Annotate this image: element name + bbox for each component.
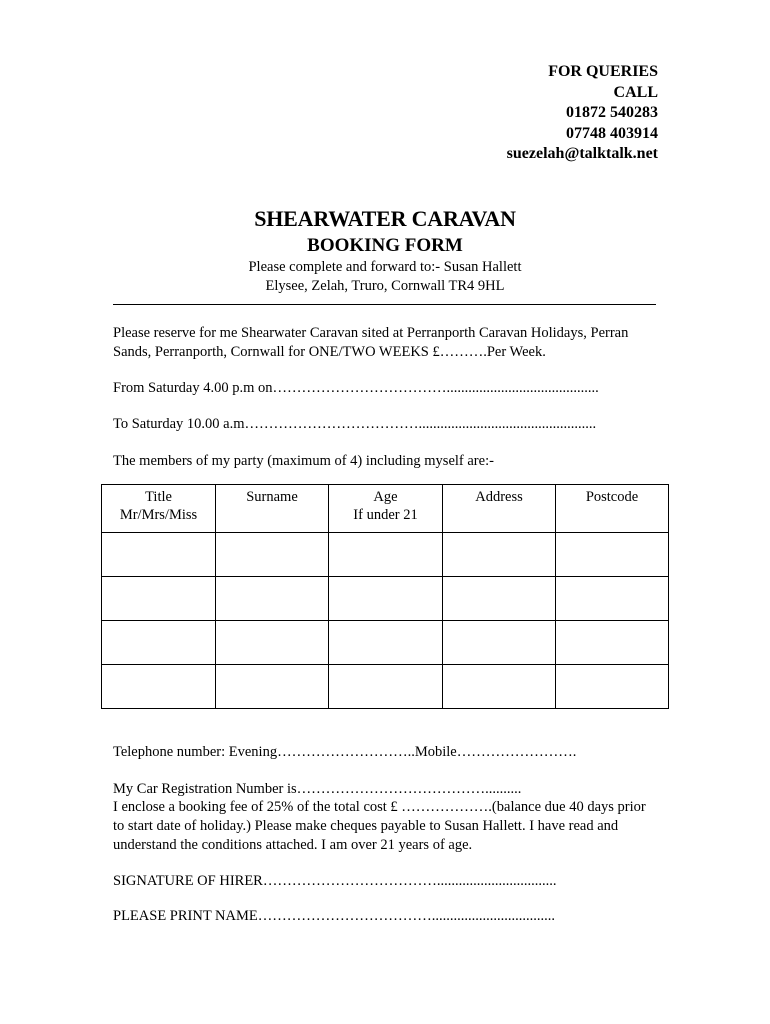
contact-phone-2: 07748 403914 (566, 124, 658, 142)
telephone-field[interactable]: Telephone number: Evening………………………..Mobile……………………. (113, 744, 577, 760)
signature-field[interactable]: SIGNATURE OF HIRER………………………………................................. (113, 873, 557, 889)
title-cell[interactable] (102, 665, 216, 709)
postcode-cell[interactable] (556, 533, 669, 577)
header-address-label: Address (475, 489, 523, 505)
header-postcode (556, 485, 669, 533)
forward-to-line: Please complete and forward to:- Susan Hallett (248, 259, 522, 275)
address-cell[interactable] (443, 621, 556, 665)
document-subtitle: BOOKING FORM (307, 235, 463, 256)
postcode-cell[interactable] (556, 577, 669, 621)
header-age (329, 485, 443, 533)
title-cell[interactable] (102, 621, 216, 665)
surname-cell[interactable] (216, 577, 329, 621)
age-cell[interactable] (329, 533, 443, 577)
table-row (102, 665, 669, 709)
header-postcode-label: Postcode (585, 489, 639, 505)
table-row (102, 577, 669, 621)
reserve-paragraph: Please reserve for me Shearwater Caravan sited at Perranporth Caravan Holidays, Perran Sands, Perranporth, Cornwall for ONE/TWO WEEKS £……….Per Week. (113, 325, 629, 360)
header-address (443, 485, 556, 533)
booking-fee-paragraph: I enclose a booking fee of 25% of the total cost £ ……………….(balance due 40 days prior to start date of holiday.) Please make cheques payable to Susan Hallett. I have read and understand the conditions attached. I am over 21 years of age. (113, 799, 646, 853)
party-members-table (101, 484, 669, 709)
header-age-line2: If under 21 (353, 507, 418, 523)
table-row (102, 621, 669, 665)
contact-call: CALL (613, 83, 658, 101)
header-surname (216, 485, 329, 533)
party-members-label: The members of my party (maximum of 4) including myself are:- (113, 453, 494, 469)
address-cell[interactable] (443, 533, 556, 577)
header-divider (113, 304, 656, 305)
table-header-row (102, 485, 669, 533)
contact-phone-1: 01872 540283 (566, 104, 658, 122)
document-title: SHEARWATER CARAVAN (254, 206, 516, 231)
to-date-field[interactable]: To Saturday 10.00 a.m………………………………................................................. (113, 416, 597, 432)
postcode-cell[interactable] (556, 665, 669, 709)
table-row (102, 533, 669, 577)
header-title-line2: Mr/Mrs/Miss (119, 507, 198, 523)
postcode-cell[interactable] (556, 621, 669, 665)
age-cell[interactable] (329, 577, 443, 621)
header-title-line1: Title (145, 489, 172, 505)
contact-email: suezelah@talktalk.net (506, 145, 658, 163)
contact-heading: FOR QUERIES (548, 63, 658, 80)
address-cell[interactable] (443, 577, 556, 621)
age-cell[interactable] (329, 665, 443, 709)
car-registration-field[interactable]: My Car Registration Number is………………………………….......... (113, 781, 522, 797)
postal-address-line: Elysee, Zelah, Truro, Cornwall TR4 9HL (265, 278, 505, 294)
header-surname-label: Surname (246, 489, 298, 505)
age-cell[interactable] (329, 621, 443, 665)
header-age-line1: Age (373, 489, 398, 505)
header-title (102, 485, 216, 533)
surname-cell[interactable] (216, 665, 329, 709)
title-cell[interactable] (102, 577, 216, 621)
address-cell[interactable] (443, 665, 556, 709)
surname-cell[interactable] (216, 621, 329, 665)
from-date-field[interactable]: From Saturday 4.00 p.m on……………………………….......................................... (113, 380, 599, 396)
contact-block (358, 62, 658, 165)
surname-cell[interactable] (216, 533, 329, 577)
print-name-field[interactable]: PLEASE PRINT NAME……………………………….................................. (113, 908, 555, 924)
title-cell[interactable] (102, 533, 216, 577)
